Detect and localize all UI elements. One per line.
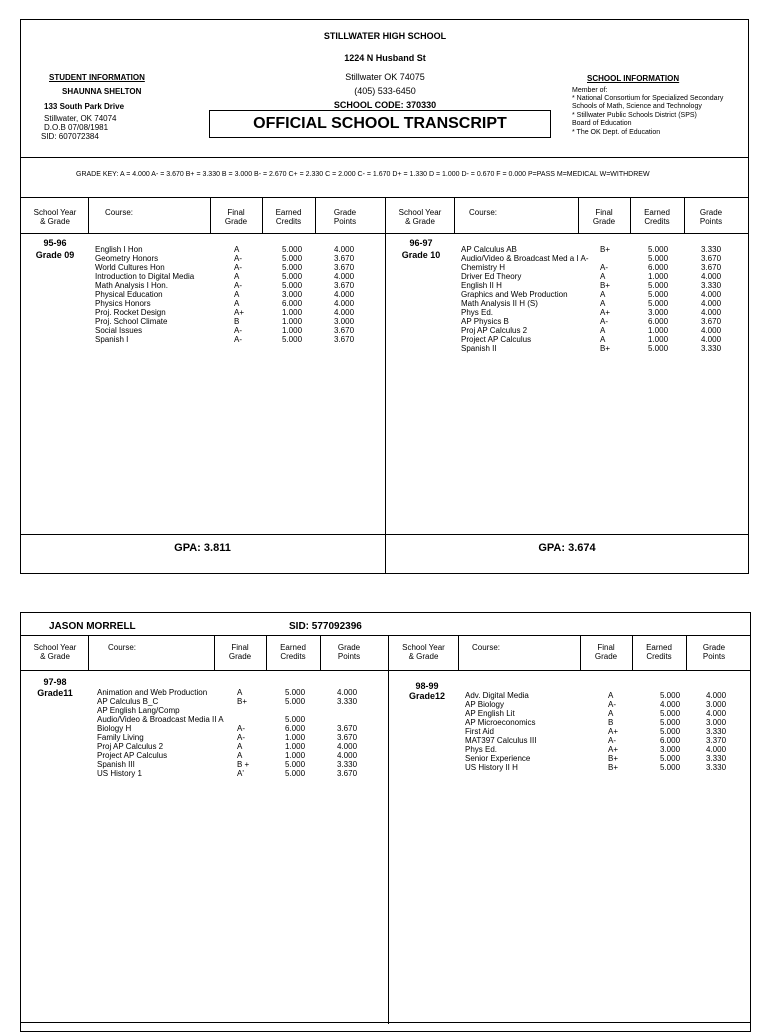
list-item: 3.000 — [660, 745, 681, 754]
list-item: 5.000 — [648, 299, 669, 308]
list-item — [285, 706, 305, 715]
list-item: 3.330 — [337, 697, 358, 706]
list-item: Project AP Calculus — [461, 335, 532, 344]
list-item: A — [600, 272, 606, 281]
list-item: 4.000 — [701, 299, 722, 308]
list-item: 3.670 — [701, 317, 722, 326]
school-info-line: Member of: — [572, 87, 608, 94]
list-item: 5.000 — [660, 691, 681, 700]
list-item — [237, 715, 249, 724]
student-info-heading: STUDENT INFORMATION — [49, 73, 145, 82]
list-item: B+ — [600, 245, 611, 254]
transcript-title: OFFICIAL SCHOOL TRANSCRIPT — [253, 115, 507, 132]
school-info-line: * Stillwater Public Schools District (SPS) — [572, 112, 697, 119]
list-item: 6.000 — [648, 263, 669, 272]
list-item: 5.000 — [282, 281, 303, 290]
header-course: Course: — [108, 643, 137, 652]
list-item: 1.000 — [282, 317, 303, 326]
list-item: 5.000 — [648, 281, 669, 290]
credits-list — [660, 691, 680, 772]
gpa-left: GPA: 3.811 — [174, 542, 231, 554]
list-item — [237, 706, 249, 715]
header-text: Earned — [275, 208, 302, 217]
list-item: 4.000 — [701, 290, 722, 299]
divider — [20, 157, 749, 158]
school-info-line: * The OK Dept. of Education — [572, 129, 661, 136]
list-item: B+ — [600, 281, 611, 290]
credits-list — [648, 245, 668, 353]
header-text: Grade — [699, 208, 723, 217]
list-item: 3.670 — [334, 254, 355, 263]
list-item: A+ — [234, 308, 245, 317]
header-text: Final — [595, 208, 613, 217]
list-item: 1.000 — [648, 335, 669, 344]
list-item: 5.000 — [285, 760, 306, 769]
list-item: World Cultures Hon — [95, 263, 165, 272]
list-item: 4.000 — [701, 326, 722, 335]
list-item: 3.670 — [701, 254, 722, 263]
list-item: A — [237, 688, 243, 697]
list-item: 1.000 — [282, 326, 303, 335]
list-item: 3.670 — [334, 281, 355, 290]
list-item: Graphics and Web Production — [461, 290, 568, 299]
list-item: US History 1 — [97, 769, 142, 778]
list-item: 5.000 — [660, 718, 681, 727]
list-item: 3.000 — [648, 308, 669, 317]
list-item: 5.000 — [285, 715, 306, 724]
list-item: 5.000 — [660, 763, 681, 772]
list-item: A- — [237, 733, 245, 742]
header-school-year — [386, 208, 454, 226]
header-final-grade — [580, 643, 632, 661]
student-address1: 133 South Park Drive — [44, 102, 125, 111]
list-item: 4.000 — [701, 272, 722, 281]
list-item: Spanish III — [97, 760, 135, 769]
list-item: MAT397 Calculus III — [465, 736, 537, 745]
list-item — [337, 706, 357, 715]
header-text: Final — [227, 208, 245, 217]
list-item: 6.000 — [282, 299, 303, 308]
list-item: Physics Honors — [95, 299, 151, 308]
list-item — [337, 715, 357, 724]
header-grade-points — [684, 208, 738, 226]
list-item: Family Living — [97, 733, 144, 742]
list-item: A+ — [608, 727, 619, 736]
credits-list — [282, 245, 302, 344]
list-item: Proj AP Calculus 2 — [461, 326, 528, 335]
list-item: Math Analysis II H (S) — [461, 299, 538, 308]
list-item: B+ — [600, 344, 611, 353]
header-grade-points — [686, 643, 742, 661]
list-item: Math Analysis I Hon. — [95, 281, 168, 290]
header-course: Course: — [105, 208, 134, 217]
header-text: Grade — [702, 643, 726, 652]
header-grade-points — [320, 643, 378, 661]
list-item: A — [600, 326, 606, 335]
list-item: A — [600, 299, 606, 308]
divider — [388, 635, 389, 1024]
header-text: School Year — [33, 208, 77, 217]
gpa-right: GPA: 3.674 — [538, 542, 596, 554]
list-item — [600, 254, 610, 263]
header-school-year — [389, 643, 458, 661]
list-item: AP English Lang/Comp — [97, 706, 180, 715]
header-text: Grade — [594, 652, 618, 661]
list-item: B — [608, 718, 614, 727]
list-item: English II H — [461, 281, 502, 290]
list-item: English I Hon — [95, 245, 143, 254]
list-item: 3.330 — [337, 760, 358, 769]
list-item: Spanish II — [461, 344, 497, 353]
list-item: A- — [237, 724, 245, 733]
list-item: 5.000 — [648, 254, 669, 263]
list-item: 4.000 — [701, 335, 722, 344]
transcript-title-box — [209, 110, 551, 138]
points-list — [334, 245, 354, 344]
header-final-grade — [210, 208, 262, 226]
list-item: A- — [600, 263, 608, 272]
list-item: 1.000 — [282, 308, 303, 317]
header-text: Credits — [646, 652, 672, 661]
list-item: Proj. Rocket Design — [95, 308, 166, 317]
list-item: Introduction to Digital Media — [95, 272, 195, 281]
list-item: AP Biology — [465, 700, 504, 709]
grade-level: Grade 09 — [35, 250, 75, 260]
list-item: 3.670 — [337, 724, 358, 733]
list-item: A — [234, 245, 240, 254]
list-item: A — [234, 272, 240, 281]
list-item: 3.670 — [337, 769, 358, 778]
list-item: 4.000 — [334, 290, 355, 299]
list-item: 1.000 — [285, 751, 306, 760]
course-list — [97, 688, 224, 778]
list-item: Phys Ed. — [465, 745, 498, 754]
list-item: Senior Experience — [465, 754, 531, 763]
list-item: 3.670 — [701, 263, 722, 272]
list-item: Biology H — [97, 724, 132, 733]
list-item: A- — [234, 335, 242, 344]
header-text: School Year — [33, 643, 77, 652]
list-item: 5.000 — [282, 254, 303, 263]
list-item: A- — [234, 281, 242, 290]
header-text: Credits — [280, 652, 306, 661]
school-street: 1224 N Husband St — [344, 53, 426, 63]
list-item: A- — [608, 736, 616, 745]
final-grade-list — [237, 688, 249, 778]
school-info-heading: SCHOOL INFORMATION — [587, 74, 680, 83]
list-item: 5.000 — [648, 290, 669, 299]
list-item: A — [234, 299, 240, 308]
list-item: Social Issues — [95, 326, 143, 335]
list-item: Audio/Video & Broadcast Med a I A- — [461, 254, 589, 263]
list-item: 5.000 — [660, 709, 681, 718]
final-grade-list — [234, 245, 244, 344]
list-item: AP Physics B — [461, 317, 509, 326]
school-year: 97-98 — [43, 677, 67, 687]
list-item: AP English Lit — [465, 709, 515, 718]
list-item: A- — [234, 254, 242, 263]
header-text: Final — [231, 643, 249, 652]
list-item: Adv. Digital Media — [465, 691, 529, 700]
list-item: First Aid — [465, 727, 494, 736]
list-item: 3.330 — [706, 727, 727, 736]
grade-level: Grade12 — [408, 691, 446, 701]
list-item: 3.330 — [701, 344, 722, 353]
list-item: 6.000 — [648, 317, 669, 326]
school-info-line: * National Consortium for Specialized Secondary — [572, 95, 724, 102]
list-item: 4.000 — [334, 299, 355, 308]
school-info-lines — [572, 87, 748, 137]
header-course: Course: — [472, 643, 501, 652]
list-item: 4.000 — [337, 688, 358, 697]
grade-level: Grade 10 — [401, 250, 441, 260]
list-item: Proj AP Calculus 2 — [97, 742, 164, 751]
header-text: Earned — [644, 208, 670, 217]
header-text: Grade — [337, 643, 361, 652]
divider — [385, 197, 386, 574]
list-item: 1.000 — [648, 272, 669, 281]
list-item: 5.000 — [285, 688, 306, 697]
header-text: Points — [699, 217, 723, 226]
header-text: Grade — [592, 217, 616, 226]
list-item: 4.000 — [706, 709, 727, 718]
list-item: AP Microeconomics — [465, 718, 536, 727]
list-item: A+ — [600, 308, 611, 317]
header-text: School Year — [398, 208, 442, 217]
list-item: 5.000 — [282, 245, 303, 254]
list-item: A — [608, 691, 614, 700]
school-year: 96-97 — [409, 238, 433, 248]
header-earned-credits — [630, 208, 684, 226]
header-final-grade — [214, 643, 266, 661]
list-item: 3.330 — [701, 245, 722, 254]
header-text: & Grade — [40, 652, 70, 661]
list-item: 3.000 — [282, 290, 303, 299]
school-year: 98-99 — [415, 681, 439, 691]
student-sid-2: SID: 577092396 — [289, 621, 362, 632]
header-text: & Grade — [405, 217, 435, 226]
header-text: Grade — [228, 652, 252, 661]
header-text: & Grade — [40, 217, 70, 226]
header-school-year — [22, 208, 88, 226]
list-item: Physical Education — [95, 290, 163, 299]
list-item: Geometry Honors — [95, 254, 159, 263]
list-item: Phys Ed. — [461, 308, 494, 317]
list-item: 1.000 — [285, 733, 306, 742]
student-name: SHAUNNA SHELTON — [62, 87, 142, 96]
list-item: 3.000 — [706, 700, 727, 709]
header-text: Credits — [275, 217, 302, 226]
list-item: B + — [237, 760, 250, 769]
header-text: Final — [597, 643, 615, 652]
grade-key: GRADE KEY: A = 4.000 A- = 3.670 B+ = 3.330 B = 3.000 B- = 2.670 C+ = 2.330 C = 2.000 C- = 1.670 D+ = 1.330 D = 1.000 D- = 0.670 F = 0.000 P=PASS M=MEDICAL W=WITHDREW — [76, 171, 650, 178]
list-item: Proj. School Climate — [95, 317, 168, 326]
list-item: 5.000 — [285, 697, 306, 706]
list-item: A — [608, 709, 614, 718]
list-item: 5.000 — [660, 727, 681, 736]
list-item: 5.000 — [282, 263, 303, 272]
list-item: Animation and Web Production — [97, 688, 208, 697]
list-item: 3.000 — [334, 317, 355, 326]
points-list — [706, 691, 726, 772]
header-earned-credits — [262, 208, 315, 226]
list-item: B+ — [237, 697, 248, 706]
student-name-2: JASON MORRELL — [49, 621, 136, 632]
list-item: 3.670 — [334, 263, 355, 272]
course-list — [95, 245, 194, 344]
header-grade-points — [315, 208, 375, 226]
list-item: 4.000 — [706, 745, 727, 754]
list-item: 4.000 — [337, 742, 358, 751]
list-item: A — [237, 742, 243, 751]
list-item: Spanish I — [95, 335, 129, 344]
list-item: 4.000 — [701, 308, 722, 317]
header-text: Points — [333, 217, 357, 226]
school-code: SCHOOL CODE: 370330 — [333, 100, 437, 110]
divider — [454, 197, 455, 233]
divider — [88, 635, 89, 670]
list-item: 6.000 — [285, 724, 306, 733]
list-item: 5.000 — [282, 272, 303, 281]
header-earned-credits — [266, 643, 320, 661]
list-item: 3.670 — [337, 733, 358, 742]
list-item: 5.000 — [282, 335, 303, 344]
list-item: Chemistry H — [461, 263, 506, 272]
list-item: B+ — [608, 754, 619, 763]
list-item: 5.000 — [285, 769, 306, 778]
list-item: Project AP Calculus — [97, 751, 168, 760]
header-course: Course: — [469, 208, 498, 217]
header-text: & Grade — [408, 652, 439, 661]
points-list — [337, 688, 357, 778]
list-item: A+ — [608, 745, 619, 754]
list-item: 1.000 — [648, 326, 669, 335]
divider — [20, 635, 751, 636]
header-text: Credits — [644, 217, 670, 226]
list-item: 1.000 — [285, 742, 306, 751]
final-grade-list — [600, 245, 610, 353]
list-item: A- — [608, 700, 616, 709]
header-text: Points — [337, 652, 361, 661]
list-item: 3.670 — [334, 335, 355, 344]
divider — [20, 1022, 751, 1023]
header-text: Grade — [333, 208, 357, 217]
list-item: 5.000 — [648, 245, 669, 254]
list-item: 4.000 — [334, 272, 355, 281]
transcript-page-2 — [20, 612, 751, 1032]
list-item: 3.000 — [706, 718, 727, 727]
list-item: A — [237, 751, 243, 760]
list-item: A — [600, 290, 606, 299]
course-list — [461, 245, 588, 353]
school-year: 95-96 — [43, 238, 67, 248]
list-item: A- — [600, 317, 608, 326]
list-item: A' — [237, 769, 244, 778]
school-info-line: Schools of Math, Science and Technology — [572, 103, 702, 110]
grade-level: Grade11 — [37, 688, 73, 698]
school-info-line: Board of Education — [572, 120, 632, 127]
divider — [88, 197, 89, 233]
header-final-grade — [578, 208, 630, 226]
list-item: 3.370 — [706, 736, 727, 745]
list-item: 3.330 — [706, 763, 727, 772]
header-earned-credits — [632, 643, 686, 661]
header-school-year — [22, 643, 88, 661]
school-city: Stillwater OK 74075 — [345, 72, 425, 82]
list-item: AP Calculus B_C — [97, 697, 159, 706]
credits-list — [285, 688, 305, 778]
list-item: 5.000 — [660, 754, 681, 763]
divider — [20, 670, 751, 671]
list-item: B+ — [608, 763, 619, 772]
student-dob: D.O.B 07/08/1981 — [44, 123, 109, 132]
list-item: 4.000 — [660, 700, 681, 709]
header-text: Grade — [224, 217, 248, 226]
list-item: 4.000 — [706, 691, 727, 700]
header-text: Earned — [280, 643, 306, 652]
student-address2: Stillwater, OK 74074 — [44, 114, 117, 123]
list-item: 3.330 — [701, 281, 722, 290]
list-item: AP Calculus AB — [461, 245, 517, 254]
student-sid: SID: 607072384 — [41, 132, 99, 141]
list-item: A — [234, 290, 240, 299]
header-text: Points — [702, 652, 726, 661]
list-item: Audio/Video & Broadcast Media II A — [97, 715, 224, 724]
header-text: School Year — [402, 643, 445, 652]
list-item: 5.000 — [648, 344, 669, 353]
list-item: A- — [234, 326, 242, 335]
school-name: STILLWATER HIGH SCHOOL — [323, 31, 447, 41]
list-item: 3.330 — [706, 754, 727, 763]
list-item: Driver Ed Theory — [461, 272, 522, 281]
final-grade-list — [608, 691, 618, 772]
list-item: A — [600, 335, 606, 344]
divider — [458, 635, 459, 670]
school-phone: (405) 533-6450 — [354, 86, 416, 96]
list-item: US History II H — [465, 763, 518, 772]
list-item: 3.670 — [334, 326, 355, 335]
list-item: B — [234, 317, 240, 326]
course-list — [465, 691, 536, 772]
header-text: Earned — [646, 643, 672, 652]
points-list — [701, 245, 721, 353]
list-item: 4.000 — [334, 245, 355, 254]
list-item: 4.000 — [334, 308, 355, 317]
list-item: A- — [234, 263, 242, 272]
list-item: 4.000 — [337, 751, 358, 760]
list-item: 6.000 — [660, 736, 681, 745]
